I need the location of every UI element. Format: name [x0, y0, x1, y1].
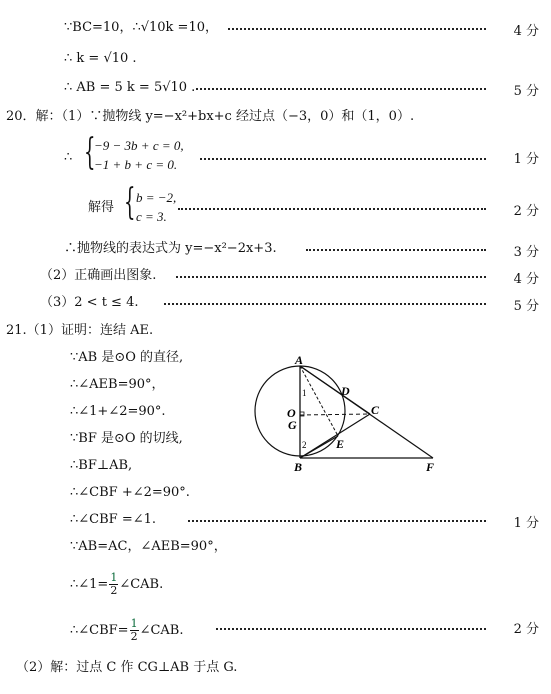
dots-leader [196, 88, 486, 90]
score-5: 5 分 [513, 84, 539, 99]
equation-1a: −9 − 3b + c = 0, [94, 138, 184, 153]
step-10-prefix: ∴∠CBF= [70, 623, 129, 638]
dots-leader [176, 276, 486, 278]
fraction-denominator: 2 [130, 630, 138, 643]
therefore-symbol: ∴ [64, 150, 73, 165]
step-10-suffix: ∠CAB. [139, 623, 184, 638]
segment-gc [300, 414, 370, 415]
score-5b: 5 分 [513, 299, 539, 314]
dots-leader [200, 158, 486, 160]
part-3-range: （3）2 < t ≤ 4. [40, 295, 139, 310]
label-d: D [341, 384, 350, 398]
line-bc-eq: ∵BC=10，∴√10k =10， [64, 20, 218, 35]
score-1: 1 分 [513, 152, 539, 167]
score-4: 4 分 [513, 24, 539, 39]
score-1b: 1 分 [513, 516, 539, 531]
dots-leader [228, 28, 486, 30]
brace-system-1: { [84, 132, 96, 173]
solve-label: 解得 [88, 200, 115, 215]
proof-step-1: ∵AB 是⊙O 的直径, [70, 350, 184, 365]
fraction-numerator: 1 [130, 617, 138, 630]
line-k-value: ∴ k = √10 . [64, 51, 137, 66]
step-9-suffix: ∠CAB. [119, 577, 164, 592]
part-2-solution: （2）解：过点 C 作 CG⊥AB 于点 G. [16, 660, 238, 675]
question-21-heading: 21.（1）证明：连结 AE. [6, 323, 154, 338]
segment-ae [300, 366, 338, 436]
score-3: 3 分 [513, 245, 539, 260]
angle-label-1: 1 [302, 388, 307, 398]
dots-leader [306, 249, 486, 251]
label-f: F [426, 460, 435, 474]
label-a: A [295, 355, 304, 367]
proof-step-9 [70, 572, 163, 597]
score-2: 2 分 [513, 204, 539, 219]
proof-step-3: ∴∠1+∠2=90°. [70, 404, 166, 419]
line-ab-value: ∴ AB = 5 k = 5√10 . [64, 80, 196, 95]
label-e: E [336, 437, 345, 451]
dots-leader [178, 208, 486, 210]
label-g: G [288, 418, 297, 432]
fraction-one-half [109, 572, 118, 597]
step-9-prefix: ∴∠1= [70, 577, 109, 592]
dots-leader [216, 628, 486, 630]
fraction-denominator: 2 [110, 584, 118, 597]
dots-leader [164, 303, 486, 305]
brace-system-2: { [124, 182, 136, 223]
parabola-expression: ∴抛物线的表达式为 y=−x²−2x+3. [64, 241, 277, 256]
score-2b: 2 分 [513, 622, 539, 637]
solution-b: b = −2, [136, 190, 177, 205]
fraction-numerator: 1 [110, 571, 118, 584]
fraction-one-half [130, 618, 139, 643]
question-20-heading: 20．解：（1）∵抛物线 y=−x²+bx+c 经过点（−3，0）和（1，0）. [6, 109, 415, 124]
angle-label-2: 2 [302, 440, 307, 450]
score-4b: 4 分 [513, 272, 539, 287]
proof-step-7: ∴∠CBF =∠1. [70, 512, 157, 527]
solution-c: c = 3. [136, 209, 167, 224]
label-b: B [294, 460, 303, 474]
proof-step-8: ∵AB=AC，∠AEB=90°， [70, 539, 227, 554]
part-2-graph: （2）正确画出图象. [40, 268, 157, 283]
label-c: C [371, 403, 380, 417]
geometry-figure [250, 355, 450, 475]
segment-ac [300, 366, 370, 414]
proof-step-10 [70, 618, 184, 643]
proof-step-4: ∵BF 是⊙O 的切线, [70, 431, 183, 446]
proof-step-5: ∴BF⊥AB, [70, 458, 133, 473]
proof-step-6: ∴∠CBF +∠2=90°. [70, 485, 190, 500]
equation-1b: −1 + b + c = 0. [94, 157, 178, 172]
dots-leader [188, 520, 486, 522]
label-o: O [287, 406, 296, 420]
proof-step-2: ∴∠AEB=90°， [70, 377, 165, 392]
